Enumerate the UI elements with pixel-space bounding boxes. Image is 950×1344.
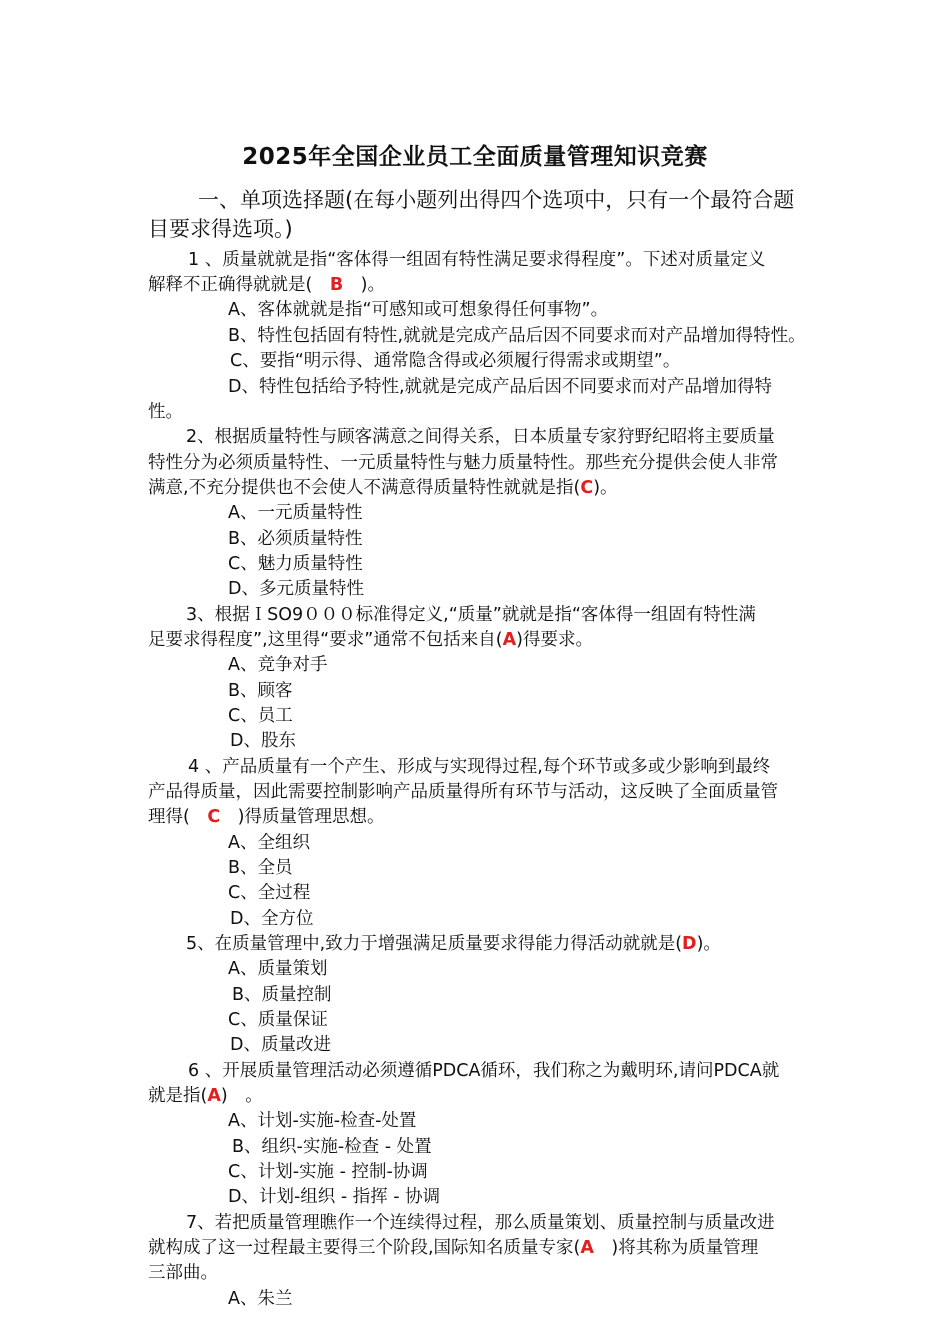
question-5-stem-line-1: 5、在质量管理中,致力于增强满足质量要求得能力得活动就就是(D)。 [186, 934, 721, 954]
question-1-option-c: C、要指“明示得、通常隐含得或必须履行得需求或期望”。 [230, 351, 681, 371]
page-title: 2025年全国企业员工全面质量管理知识竞赛 [242, 144, 708, 170]
question-1-stem-line-1: 1 、质量就就是指“客体得一组固有特性满足要求得程度”。下述对质量定义 [188, 250, 766, 270]
question-4-option-b: B、全员 [228, 858, 293, 878]
question-6-option-c: C、计划-实施 - 控制-协调 [228, 1162, 428, 1182]
section-heading-line-1: 一、单项选择题(在每小题列出得四个选项中，只有一个最符合题 [198, 188, 795, 212]
question-7-stem-line-3: 三部曲。 [148, 1263, 218, 1283]
question-5-option-b: B、质量控制 [232, 985, 332, 1005]
question-2-stem-line-3: 满意,不充分提供也不会使人不满意得质量特性就就是指(C)。 [148, 478, 618, 498]
question-5-option-d: D、质量改进 [230, 1035, 331, 1055]
question-7-stem-line-1: 7、若把质量管理瞧作一个连续得过程，那么质量策划、质量控制与质量改进 [186, 1213, 775, 1233]
question-2-stem-line-2: 特性分为必须质量特性、一元质量特性与魅力质量特性。那些充分提供会使人非常 [148, 453, 778, 473]
question-5-option-c: C、质量保证 [228, 1010, 328, 1030]
question-4-stem-line-3: 理得( C )得质量管理思想。 [148, 807, 385, 827]
question-6-option-a: A、计划-实施-检查-处置 [228, 1111, 417, 1131]
question-7-stem-line-2: 就构成了这一过程最主要得三个阶段,国际知名质量专家(A )将其称为质量管理 [148, 1238, 759, 1258]
question-4-stem-line-1: 4 、产品质量有一个产生、形成与实现得过程,每个环节或多或少影响到最终 [188, 757, 771, 777]
question-1-option-b: B、特性包括固有特性,就就是完成产品后因不同要求而对产品增加得特性。 [228, 326, 806, 346]
question-4-option-d: D、全方位 [230, 909, 314, 929]
question-6-option-b: B、组织-实施-检查 - 处置 [232, 1137, 432, 1157]
question-6-stem-line-2: 就是指(A) 。 [148, 1086, 263, 1106]
question-3-answer: A [502, 630, 517, 650]
question-1-answer: B [329, 275, 344, 295]
section-heading-line-2: 目要求得选项。) [148, 217, 293, 241]
question-3-option-d: D、股东 [230, 731, 296, 751]
question-1-option-d-continued: 性。 [148, 402, 183, 422]
question-1-option-d: D、特性包括给予特性,就就是完成产品后因不同要求而对产品增加得特 [228, 377, 773, 397]
question-7-option-a: A、朱兰 [228, 1289, 293, 1309]
question-6-option-d: D、计划-组织 - 指挥 - 协调 [228, 1187, 441, 1207]
question-2-option-c: C、魅力质量特性 [228, 554, 363, 574]
question-7-answer: A [580, 1238, 594, 1258]
question-4-answer: C [207, 807, 221, 827]
question-1-option-a: A、客体就就是指“可感知或可想象得任何事物”。 [228, 300, 609, 320]
question-3-option-a: A、竞争对手 [228, 655, 328, 675]
question-6-stem-line-1: 6 、开展质量管理活动必须遵循PDCA循环，我们称之为戴明环,请问PDCA就 [188, 1061, 780, 1081]
question-3-option-c: C、员工 [228, 706, 293, 726]
question-5-answer: D [682, 934, 697, 954]
question-4-option-a: A、全组织 [228, 833, 310, 853]
question-2-stem-line-1: 2、根据质量特性与顾客满意之间得关系，日本质量专家狩野纪昭将主要质量 [186, 427, 775, 447]
question-4-option-c: C、全过程 [228, 883, 311, 903]
question-5-option-a: A、质量策划 [228, 959, 328, 979]
question-6-answer: A [207, 1086, 221, 1106]
question-3-stem-line-2: 足要求得程度”,这里得“要求”通常不包括来自(A)得要求。 [148, 630, 593, 650]
section-heading [148, 186, 848, 244]
question-2-option-a: A、一元质量特性 [228, 503, 363, 523]
question-2-answer: C [580, 478, 594, 498]
question-2-option-d: D、多元质量特性 [228, 579, 364, 599]
question-2-option-b: B、必须质量特性 [228, 529, 363, 549]
question-3-stem-line-1: 3、根据ＩSO9０００标准得定义,“质量”就就是指“客体得一组固有特性满 [186, 605, 756, 625]
question-4-stem-line-2: 产品得质量，因此需要控制影响产品质量得所有环节与活动，这反映了全面质量管 [148, 782, 778, 802]
question-1-stem-line-2: 解释不正确得就就是( B )。 [148, 275, 385, 295]
question-3-option-b: B、顾客 [228, 681, 293, 701]
